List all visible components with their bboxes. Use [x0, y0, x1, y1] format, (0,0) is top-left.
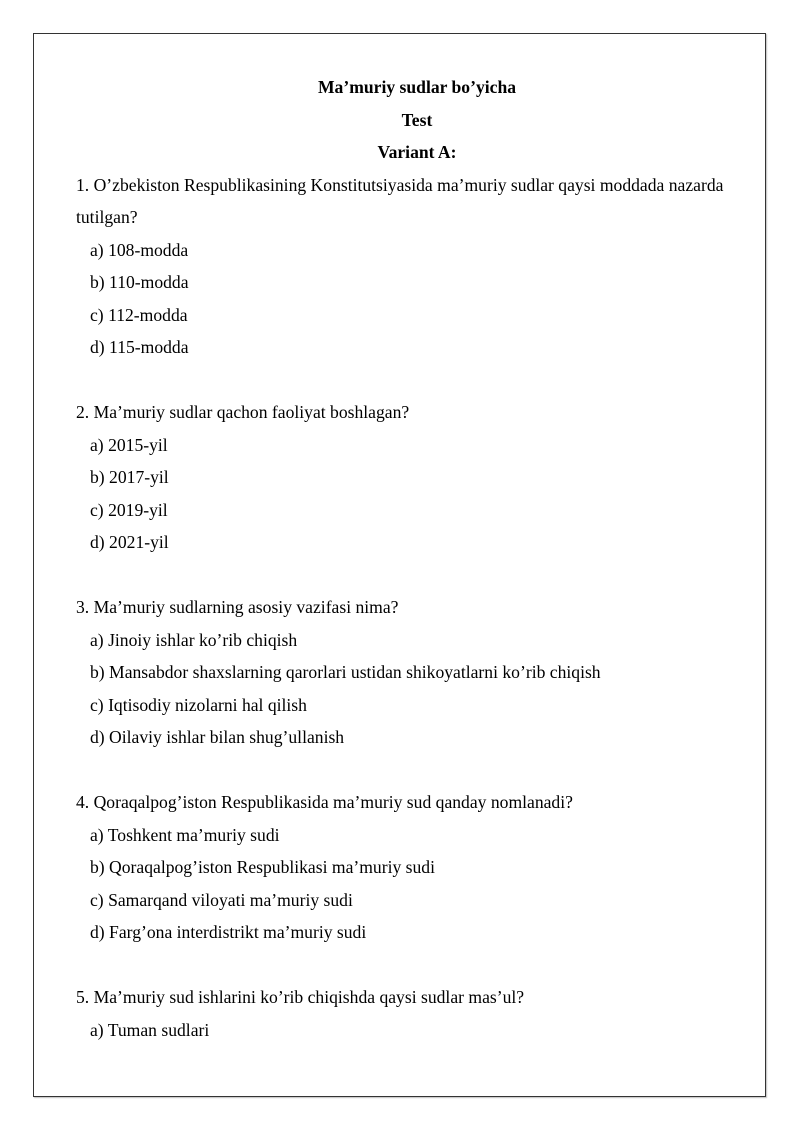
question-block-3 — [76, 591, 756, 754]
spacer — [76, 754, 756, 787]
options-list — [76, 234, 756, 364]
option-b: b) 2017-yil — [90, 467, 169, 487]
option-a: a) 108-modda — [90, 239, 189, 260]
variant-label: Variant A: — [377, 142, 457, 162]
document-body — [76, 71, 756, 1046]
options-list — [76, 819, 756, 949]
options-list — [76, 429, 756, 559]
option-a: a) 2015-yil — [90, 434, 168, 455]
document-subtitle: Test — [401, 109, 433, 130]
spacer — [76, 949, 756, 982]
option-c: c) 112-modda — [90, 304, 188, 325]
question-block-1 — [76, 169, 756, 364]
question-text: 3. Ma’muriy sudlarning asosiy vazifasi nima? — [76, 597, 399, 617]
option-a: a) Toshkent ma’muriy sudi — [90, 824, 280, 845]
spacer — [76, 364, 756, 397]
question-text: 5. Ma’muriy sud ishlarini ko’rib chiqishda qaysi sudlar mas’ul? — [76, 987, 525, 1007]
option-a: a) Tuman sudlari — [90, 1019, 210, 1040]
question-block-5 — [76, 981, 756, 1046]
question-block-4 — [76, 786, 756, 949]
option-b: b) 110-modda — [90, 272, 189, 292]
document-title: Ma’muriy sudlar bo’yicha — [317, 77, 517, 97]
option-b: b) Qoraqalpog’iston Respublikasi ma’muriy sudi — [90, 857, 435, 877]
option-d: d) Oilaviy ishlar bilan shug’ullanish — [90, 727, 345, 747]
option-d: d) 115-modda — [90, 337, 189, 357]
option-c: c) Iqtisodiy nizolarni hal qilish — [90, 694, 307, 715]
option-c: c) Samarqand viloyati ma’muriy sudi — [90, 889, 353, 910]
options-list — [76, 1014, 756, 1047]
question-text: 1. O’zbekiston Respublikasining Konstitutsiyasida ma’muriy sudlar qaysi moddada nazarda tutilgan? — [76, 174, 724, 227]
option-a: a) Jinoiy ishlar ko’rib chiqish — [90, 629, 298, 650]
spacer — [76, 559, 756, 592]
question-block-2 — [76, 396, 756, 559]
question-text: 4. Qoraqalpog’iston Respublikasida ma’muriy sud qanday nomlanadi? — [76, 792, 573, 812]
question-text: 2. Ma’muriy sudlar qachon faoliyat boshlagan? — [76, 402, 410, 422]
option-d: d) Farg’ona interdistrikt ma’muriy sudi — [90, 922, 367, 942]
options-list — [76, 624, 756, 754]
option-c: c) 2019-yil — [90, 499, 168, 520]
option-b: b) Mansabdor shaxslarning qarorlari ustidan shikoyatlarni ko’rib chiqish — [90, 662, 601, 682]
option-d: d) 2021-yil — [90, 532, 169, 552]
